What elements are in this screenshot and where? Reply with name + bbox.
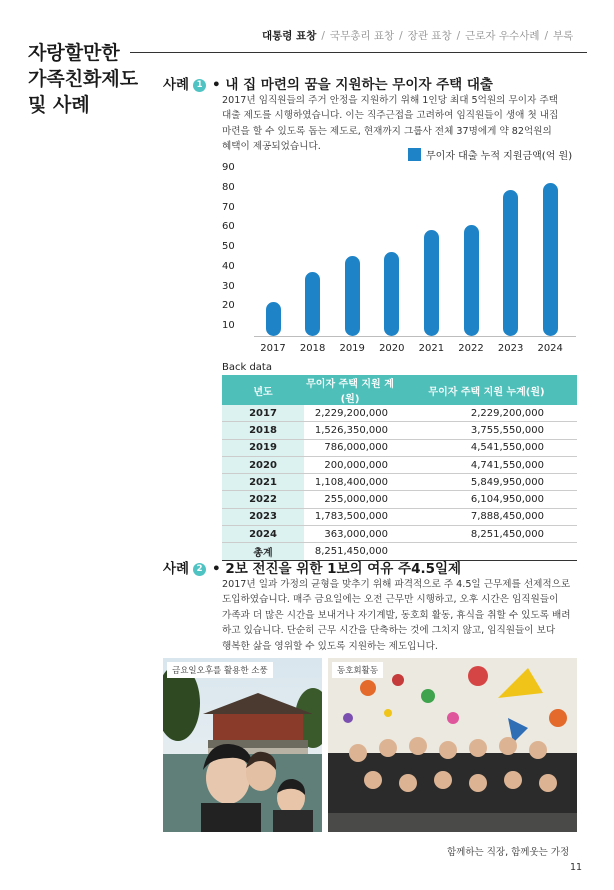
- case-1-label: [163, 73, 206, 93]
- paragraph-line: 하고 있습니다. 단순히 근무 시간을 단축하는 것에 그치지 않고, 임직원들이 보다: [222, 625, 556, 637]
- paragraph-line: 혜택이 제공되었습니다.: [222, 141, 321, 153]
- cell-year: 2020: [222, 456, 304, 473]
- y-tick-label: 10: [222, 320, 235, 332]
- legend-swatch: [408, 148, 421, 161]
- case-number-badge: 1: [193, 79, 206, 92]
- x-tick-label: 2017: [260, 343, 286, 354]
- cell-year: 총계: [222, 543, 304, 560]
- x-tick-label: 2023: [497, 343, 524, 354]
- nav-separator: /: [399, 30, 403, 42]
- photo-caption: 동호회활동: [332, 662, 383, 678]
- photo-caption: 금요일오후를 활용한 소풍: [167, 662, 273, 678]
- x-tick-label: 2018: [299, 343, 326, 354]
- case-2-label: [163, 557, 206, 577]
- cell-year: 2023: [222, 508, 304, 525]
- paragraph-line: 2017년 일과 가정의 균형을 맞추기 위해 파격적으로 주 4.5일 근무제를 선제적으로: [222, 579, 571, 590]
- cell-year: 2024: [222, 526, 304, 543]
- cell-annual: 8,251,450,000: [304, 543, 396, 560]
- y-tick-label: 60: [222, 221, 235, 233]
- cell-annual: 1,783,500,000: [304, 508, 396, 525]
- cell-year: 2017: [222, 405, 304, 422]
- y-tick-label: 40: [222, 260, 235, 272]
- chart-bar: [464, 225, 479, 336]
- section-title-line: 자랑할만한: [28, 42, 120, 64]
- column-header-cumulative: 무이자 주택 지원 누계(원): [396, 375, 577, 405]
- case-number-badge: 2: [193, 563, 206, 576]
- section-title-line: 가족친화제도: [28, 68, 139, 90]
- chart-bar: [345, 256, 360, 336]
- y-tick-label: 80: [222, 181, 235, 193]
- paragraph-line: 가족과 더 많은 시간을 보내거나 자기계발, 동호회 활동, 휴식을 취할 수 있도록 배려: [222, 609, 571, 621]
- table-row: [222, 405, 577, 422]
- cell-annual: 200,000,000: [304, 456, 396, 473]
- case-1-title: • 내 집 마련의 꿈을 지원하는 무이자 주택 대출: [212, 77, 493, 93]
- chart-baseline: [254, 336, 576, 337]
- section-title: [28, 40, 138, 118]
- case-label-text: 사례: [163, 561, 190, 577]
- cell-annual: 2,229,200,000: [304, 405, 396, 422]
- y-tick-label: 50: [222, 241, 235, 253]
- chart-bar: [424, 230, 439, 336]
- footer-slogan: 함께하는 직장, 함께웃는 가정: [447, 847, 570, 858]
- cell-year: 2022: [222, 491, 304, 508]
- chart-legend: [408, 147, 572, 162]
- cell-annual: 786,000,000: [304, 439, 396, 456]
- cell-cumulative: 7,888,450,000: [396, 508, 577, 525]
- paragraph-line: 2017년 임직원들의 주거 안정을 지원하기 위해 1인당 최대 5억원의 무이자 주택: [222, 95, 558, 106]
- top-navigation: [262, 28, 573, 43]
- table-row: [222, 456, 577, 473]
- chart-bar: [503, 190, 518, 336]
- cell-year: 2019: [222, 439, 304, 456]
- club-activity-photo-image: [328, 658, 577, 832]
- chart-bar: [266, 302, 281, 336]
- nav-separator: /: [321, 30, 325, 42]
- section-title-line: 및 사례: [28, 94, 90, 116]
- club-activity-photo: [328, 658, 577, 832]
- cell-cumulative: 5,849,950,000: [396, 474, 577, 491]
- paragraph-line: 도입하였습니다. 매주 금요일에는 오전 근무만 시행하고, 오후 시간은 임직원들이: [222, 594, 559, 606]
- cell-annual: 1,526,350,000: [304, 422, 396, 439]
- column-header-annual: 무이자 주택 지원 계(원): [304, 375, 396, 405]
- title-rule: [130, 52, 587, 53]
- cell-annual: 363,000,000: [304, 526, 396, 543]
- nav-separator: /: [456, 30, 461, 42]
- chart-bar: [305, 272, 320, 336]
- picnic-photo: [163, 658, 322, 832]
- cell-annual: 1,108,400,000: [304, 474, 396, 491]
- table-row: [222, 491, 577, 508]
- case-2-description: [222, 577, 571, 654]
- cell-cumulative: 8,251,450,000: [396, 526, 577, 543]
- x-tick-label: 2019: [339, 343, 365, 354]
- back-data-table: [222, 375, 577, 561]
- table-row: [222, 508, 577, 525]
- cell-cumulative: 6,104,950,000: [396, 491, 577, 508]
- cell-annual: 255,000,000: [304, 491, 396, 508]
- nav-item-presidential[interactable]: 대통령 표창: [262, 30, 317, 42]
- paragraph-line: 마련을 할 수 있도록 돕는 제도로, 현재까지 그룹사 전체 37명에게 약 82억원의: [222, 125, 552, 137]
- cell-cumulative: 2,229,200,000: [396, 405, 577, 422]
- cell-year: 2018: [222, 422, 304, 439]
- case-2-title: • 2보 전진을 위한 1보의 여유 주4.5일제: [212, 561, 462, 577]
- page-number: 11: [570, 862, 583, 873]
- chart-bar: [384, 252, 399, 336]
- y-tick-label: 30: [222, 280, 235, 292]
- column-header-year: 년도: [222, 375, 304, 405]
- x-tick-label: 2024: [537, 343, 563, 354]
- paragraph-line: 행복한 삶을 영위할 수 있도록 지원하는 제도입니다.: [222, 640, 438, 652]
- picnic-photo-image: [163, 658, 322, 832]
- table-row: [222, 526, 577, 543]
- nav-item-minister[interactable]: 장관 표창: [407, 30, 452, 42]
- x-tick-label: 2021: [418, 343, 445, 354]
- y-tick-label: 90: [222, 162, 235, 173]
- y-tick-label: 20: [222, 300, 235, 312]
- table-row: [222, 439, 577, 456]
- nav-item-worker-cases[interactable]: 근로자 우수사례: [465, 30, 540, 42]
- x-tick-label: 2020: [379, 343, 405, 354]
- cell-cumulative: 4,541,550,000: [396, 439, 577, 456]
- back-data-label: Back data: [222, 362, 272, 373]
- table-row: [222, 422, 577, 439]
- nav-separator: /: [544, 30, 549, 42]
- legend-label: 무이자 대출 누적 지원금액(억 원): [426, 151, 573, 162]
- cell-cumulative: 3,755,550,000: [396, 422, 577, 439]
- table-header-row: [222, 375, 577, 405]
- chart-bar: [543, 183, 558, 336]
- case-1-description: [222, 93, 558, 155]
- y-tick-label: 70: [222, 201, 235, 213]
- paragraph-line: 대출 제도를 시행하였습니다. 이는 직주근접을 고려하여 임직원들이 생애 첫 내집: [222, 110, 559, 122]
- cell-year: 2021: [222, 474, 304, 491]
- case-label-text: 사례: [163, 77, 190, 93]
- nav-item-appendix[interactable]: 부록: [553, 30, 574, 42]
- x-tick-label: 2022: [458, 343, 484, 354]
- table-row: [222, 474, 577, 491]
- cell-cumulative: 4,741,550,000: [396, 456, 577, 473]
- nav-item-prime-minister[interactable]: 국무총리 표창: [329, 30, 395, 42]
